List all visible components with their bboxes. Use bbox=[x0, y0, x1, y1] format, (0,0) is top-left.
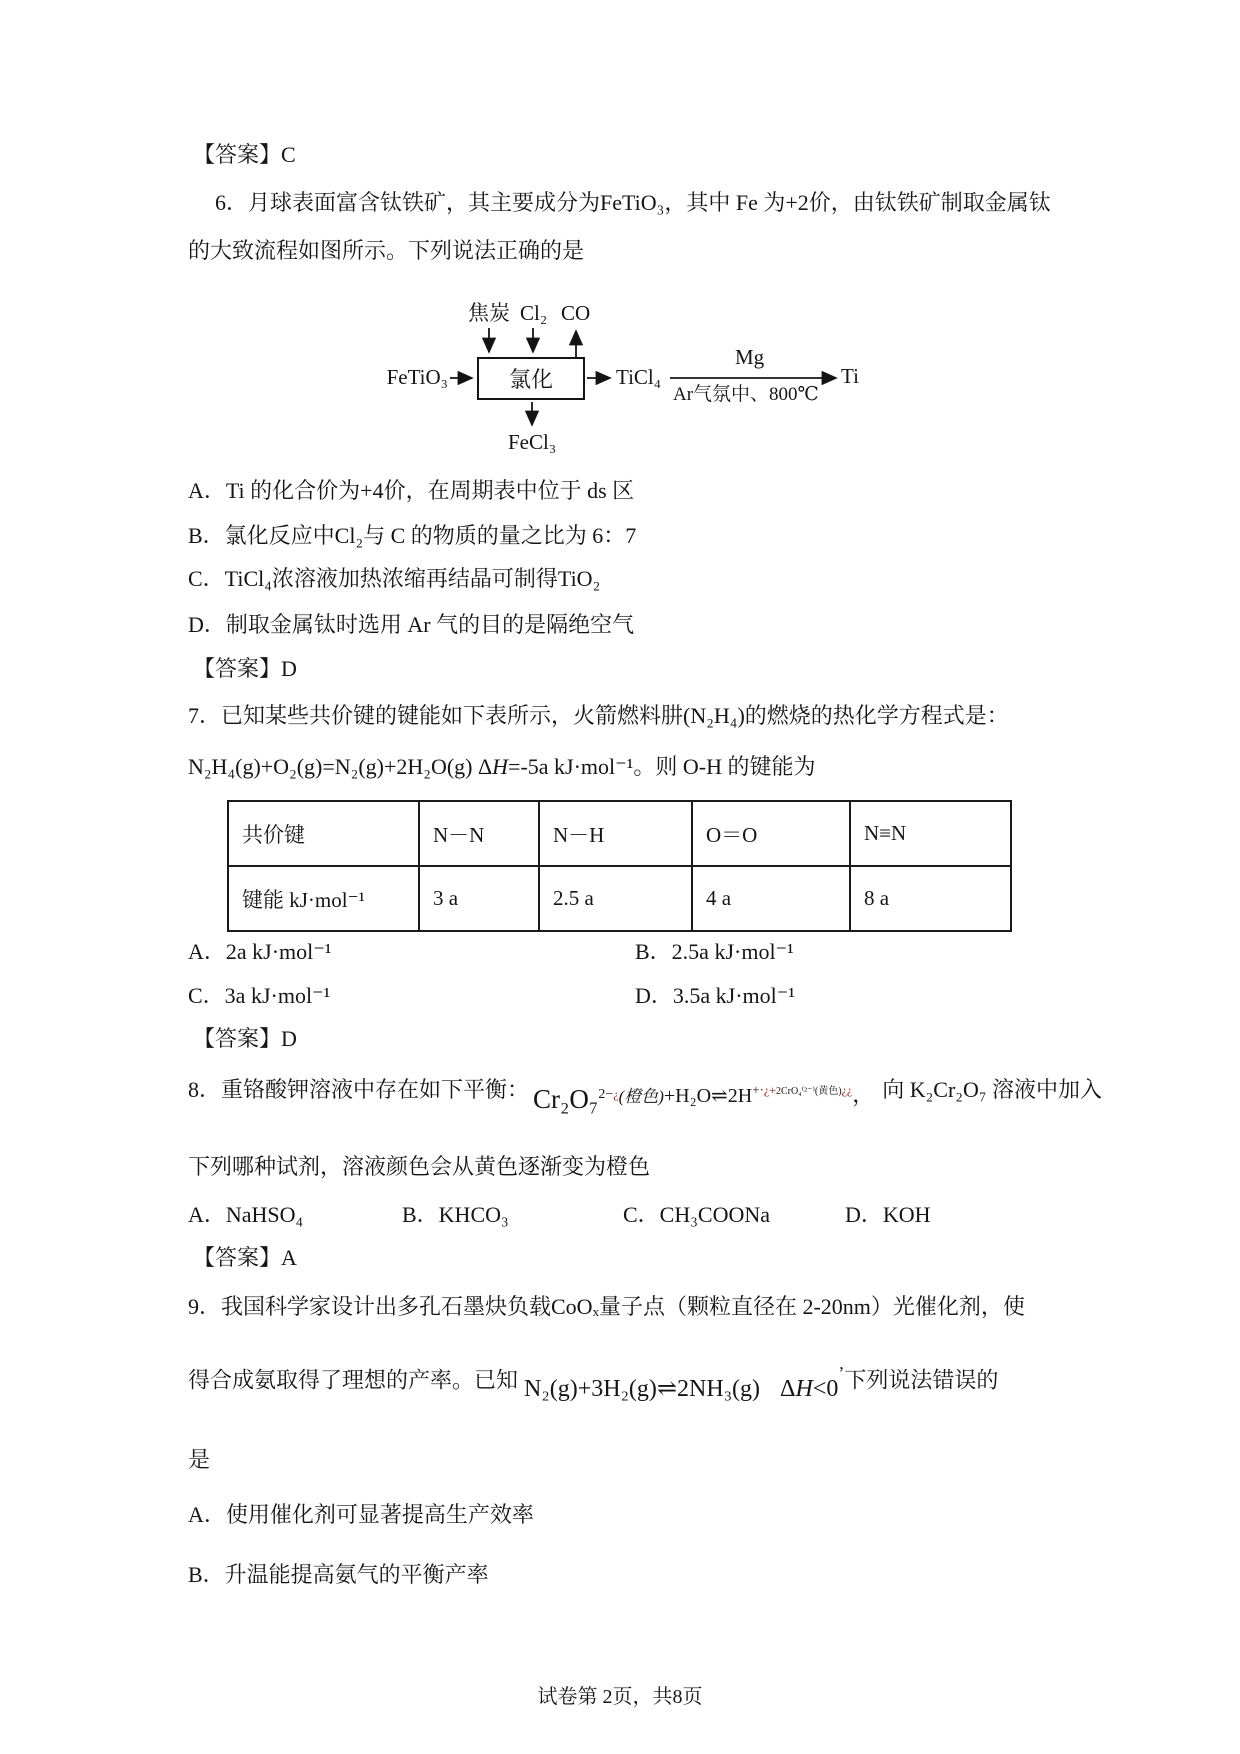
q7-option-c: C．3a kJ·mol⁻¹ bbox=[188, 983, 331, 1008]
value-cell-nh: 2.5 a bbox=[539, 866, 692, 931]
header-cell-bond: 共价键 bbox=[228, 801, 419, 866]
q8-text-line2: 下列哪种试剂，溶液颜色会从黄色逐渐变为橙色 bbox=[188, 1154, 651, 1179]
flow-intermediate-ticl4: TiCl₄ bbox=[616, 365, 662, 389]
q6-flow-diagram bbox=[380, 295, 880, 465]
answer-label-q6: 【答案】D bbox=[193, 656, 297, 681]
q7-eq-pre: N₂H₄(g)+O₂(g)=N₂(g)+2H₂O(g) Δ bbox=[188, 754, 493, 779]
q9-enthalpy: ΔH<0 bbox=[780, 1376, 839, 1403]
q9-text-line2 bbox=[188, 1358, 999, 1403]
q6-option-d: D．制取金属钛时选用 Ar 气的目的是隔绝空气 bbox=[188, 612, 635, 637]
q6-option-a: A．Ti 的化合价为+4价，在周期表中位于 ds 区 bbox=[188, 478, 635, 503]
flow-input-fetio3: FeTiO₃ bbox=[386, 365, 448, 389]
q8-text-line1 bbox=[188, 1068, 1103, 1114]
q9-option-a: A．使用催化剂可显著提高生产效率 bbox=[188, 1502, 534, 1527]
q7-equation bbox=[188, 752, 815, 782]
q7-eq-post: =-5a kJ·mol⁻¹。则 O-H 的键能为 bbox=[508, 754, 816, 779]
q7-option-a: A．2a kJ·mol⁻¹ bbox=[188, 939, 332, 964]
answer-label-q5: 【答案】C bbox=[193, 142, 296, 167]
value-cell-n3n: 8 a bbox=[850, 866, 1011, 931]
q7-option-b: B．2.5a kJ·mol⁻¹ bbox=[635, 939, 794, 964]
q9-raised-comma: ’ bbox=[838, 1363, 845, 1383]
q9-equation: N₂(g)+3H₂(g)⇌2NH₃(g) bbox=[524, 1376, 761, 1403]
q8-outro: 向 K₂Cr₂O₇ 溶液中加入 bbox=[882, 1077, 1103, 1102]
flow-condition-mg: Mg bbox=[735, 345, 765, 369]
q9-option-b: B．升温能提高氨气的平衡产率 bbox=[188, 1562, 489, 1587]
q7-text-line1: 7．已知某些共价键的键能如下表所示，火箭燃料肼(N₂H₄)的燃烧的热化学方程式是： bbox=[188, 703, 1009, 728]
q8-formula-base: Cr₂O₇$^{2-¿}$ bbox=[533, 1084, 619, 1114]
q9-text-line3: 是 bbox=[188, 1447, 211, 1472]
q7-option-d: D．3.5a kJ·mol⁻¹ bbox=[635, 983, 795, 1008]
value-cell-label: 键能 kJ·mol⁻¹ bbox=[228, 866, 419, 931]
q6-text-line1: 6．月球表面富含钛铁矿，其主要成分为FeTiO₃，其中 Fe 为+2价，由钛铁矿制取金属钛 bbox=[215, 190, 1051, 215]
header-cell-n3n: N≡N bbox=[850, 801, 1011, 866]
flow-box-label: 氯化 bbox=[508, 367, 553, 392]
q6-option-b: B．氯化反应中Cl₂与 C 的物质的量之比为 6：7 bbox=[188, 523, 637, 548]
q6-text-line2: 的大致流程如图所示。下列说法正确的是 bbox=[188, 238, 585, 263]
q9-line2-pre: 得合成氨取得了理想的产率。已知 bbox=[188, 1367, 519, 1393]
value-cell-oo: 4 a bbox=[692, 866, 850, 931]
q8-formula-tinysup: +·¿+2CrO₄⁽²⁻⁾(黄色)¿¿ bbox=[752, 1082, 853, 1098]
glitch-char: ¿¿ bbox=[841, 1083, 853, 1098]
q6-option-c: C．TiCl₄浓溶液加热浓缩再结晶可制得TiO₂ bbox=[188, 566, 601, 591]
q8-formula-sup: 2−¿ bbox=[598, 1087, 619, 1102]
flow-output-fecl3: FeCl₃ bbox=[508, 430, 557, 454]
q8-comma: ， bbox=[852, 1082, 875, 1107]
q8-option-c: C．CH₃COONa bbox=[623, 1202, 771, 1227]
flow-product-ti: Ti bbox=[841, 364, 859, 388]
flow-chlorination-box bbox=[477, 357, 585, 400]
q8-chromate-fragment: 2CrO₄⁽²⁻⁾(黄色) bbox=[776, 1086, 842, 1098]
glitch-char: ¿+ bbox=[763, 1083, 777, 1098]
glitch-char: ¿ bbox=[613, 1087, 619, 1101]
flow-output-co: CO bbox=[561, 301, 591, 325]
flow-input-coke: 焦炭 bbox=[468, 301, 510, 325]
flow-condition-ar: Ar气氛中、800℃ bbox=[673, 384, 819, 405]
q9-line2-post: 下列说法错误的 bbox=[844, 1367, 999, 1393]
q9-text-line1: 9．我国科学家设计出多孔石墨炔负载CoOₓ量子点（颗粒直径在 2-20nm）光催化剂，使 bbox=[188, 1294, 1025, 1319]
q7-eq-H: H bbox=[492, 754, 509, 779]
header-cell-nn: N－N bbox=[419, 801, 539, 866]
q8-formula-mid: (橙色)$+H_2O\rightleftharpoons 2H^{+\cdot¿+2CrO_4^{(2-)}(黄色)¿¿}$ bbox=[618, 1082, 853, 1107]
q8-intro: 8．重铬酸钾溶液中存在如下平衡： bbox=[188, 1077, 530, 1102]
page-footer: 试卷第 2页，共8页 bbox=[537, 1686, 703, 1708]
answer-label-q7: 【答案】D bbox=[193, 1026, 297, 1051]
header-cell-nh: N－H bbox=[539, 801, 692, 866]
table-value-row bbox=[228, 866, 1011, 931]
header-cell-oo: O＝O bbox=[692, 801, 850, 866]
value-cell-nn: 3 a bbox=[419, 866, 539, 931]
q8-option-a: A．NaHSO₄ bbox=[188, 1202, 304, 1227]
bond-energy-table bbox=[227, 800, 1012, 932]
answer-label-q8: 【答案】A bbox=[193, 1245, 297, 1270]
flow-input-cl2: Cl₂ bbox=[520, 301, 548, 325]
q8-orange-label: (橙色) bbox=[618, 1087, 664, 1106]
q8-option-d: D．KOH bbox=[845, 1202, 931, 1227]
q8-option-b: B．KHCO₃ bbox=[402, 1202, 509, 1227]
table-header-row bbox=[228, 801, 1011, 866]
